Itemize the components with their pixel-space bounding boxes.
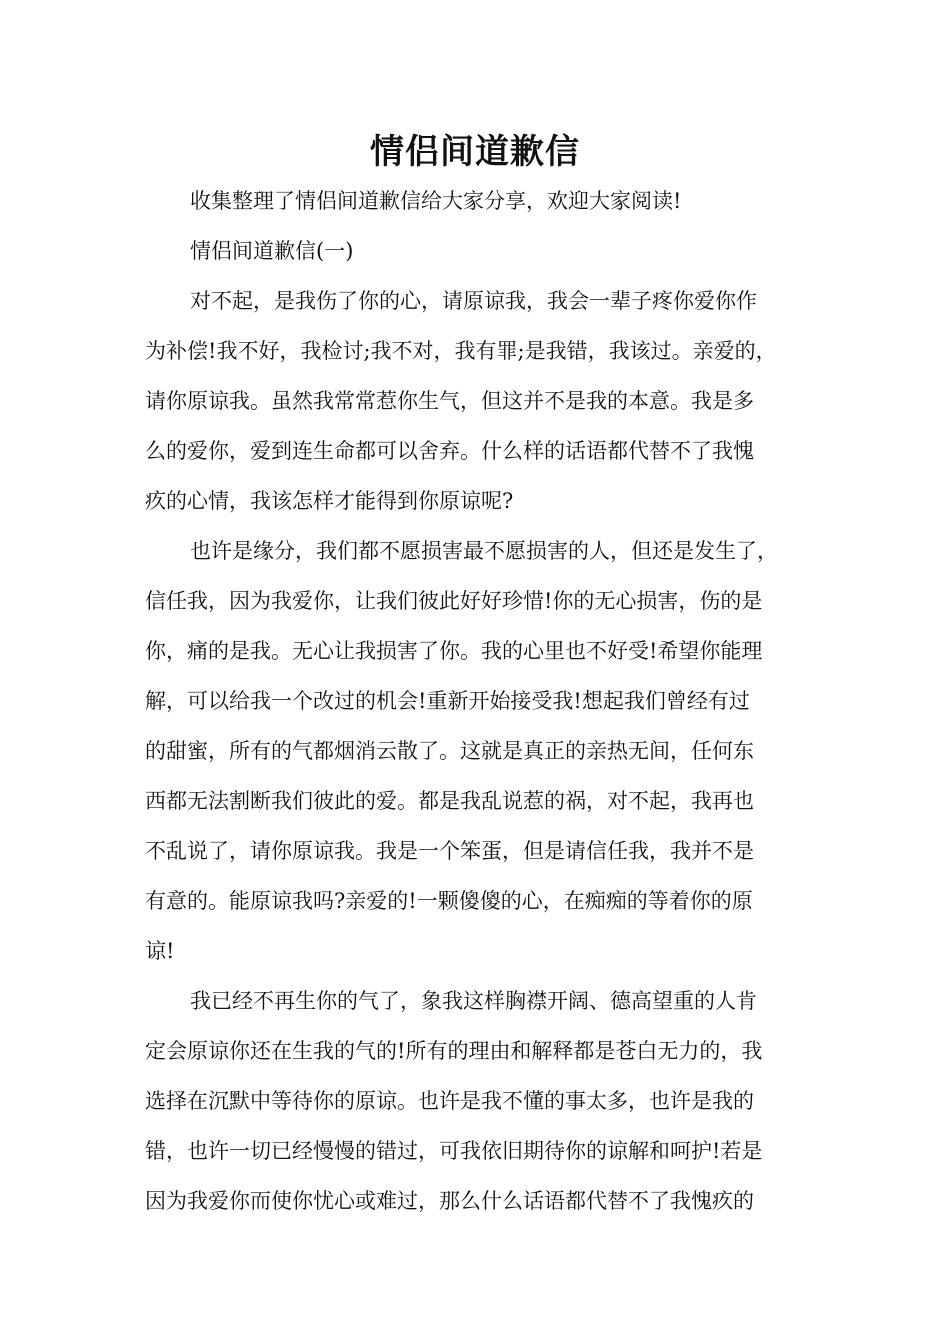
paragraph-3-line-3: 选择在沉默中等待你的原谅。也许是我不懂的事太多，也许是我的 bbox=[145, 1089, 754, 1113]
paragraph-1-line-4: 么的爱你，爱到连生命都可以舍弃。什么样的话语都代替不了我愧 bbox=[145, 439, 754, 463]
paragraph-1-line-3: 请你原谅我。虽然我常常惹你生气，但这并不是我的本意。我是多 bbox=[145, 389, 754, 413]
paragraph-2-line-6: 西都无法割断我们彼此的爱。都是我乱说惹的祸，对不起，我再也 bbox=[145, 789, 754, 813]
section-subtitle: 情侣间道歉信(一) bbox=[190, 239, 354, 263]
document-title: 情侣间道歉信 bbox=[370, 132, 580, 172]
paragraph-1-line-5: 疚的心情，我该怎样才能得到你原谅呢? bbox=[145, 489, 514, 513]
intro-line: 收集整理了情侣间道歉信给大家分享，欢迎大家阅读! bbox=[190, 189, 682, 213]
paragraph-1-line-1: 对不起，是我伤了你的心，请原谅我，我会一辈子疼你爱你作 bbox=[190, 289, 757, 313]
paragraph-3-line-4: 错，也许一切已经慢慢的错过，可我依旧期待你的谅解和呵护!若是 bbox=[145, 1139, 763, 1163]
paragraph-2-line-7: 不乱说了，请你原谅我。我是一个笨蛋，但是请信任我，我并不是 bbox=[145, 839, 754, 863]
paragraph-1-line-2: 为补偿!我不好，我检讨;我不对，我有罪;是我错，我该过。亲爱的， bbox=[145, 339, 777, 363]
paragraph-2-line-3: 你，痛的是我。无心让我损害了你。我的心里也不好受!希望你能理 bbox=[145, 639, 763, 663]
paragraph-3-line-5: 因为我爱你而使你忧心或难过，那么什么话语都代替不了我愧疚的 bbox=[145, 1189, 754, 1213]
paragraph-2-line-5: 的甜蜜，所有的气都烟消云散了。这就是真正的亲热无间，任何东 bbox=[145, 739, 754, 763]
paragraph-3-line-2: 定会原谅你还在生我的气的!所有的理由和解释都是苍白无力的，我 bbox=[145, 1039, 763, 1063]
paragraph-2-line-2: 信任我，因为我爱你，让我们彼此好好珍惜!你的无心损害，伤的是 bbox=[145, 589, 763, 613]
paragraph-2-line-8: 有意的。能原谅我吗?亲爱的!一颗傻傻的心，在痴痴的等着你的原 bbox=[145, 889, 753, 913]
paragraph-3-line-1: 我已经不再生你的气了，象我这样胸襟开阔、德高望重的人肯 bbox=[190, 989, 757, 1013]
paragraph-2-line-9: 谅! bbox=[145, 939, 175, 963]
paragraph-2-line-1: 也许是缘分，我们都不愿损害最不愿损害的人，但还是发生了， bbox=[190, 539, 778, 563]
paragraph-2-line-4: 解，可以给我一个改过的机会!重新开始接受我!想起我们曾经有过 bbox=[145, 689, 750, 713]
